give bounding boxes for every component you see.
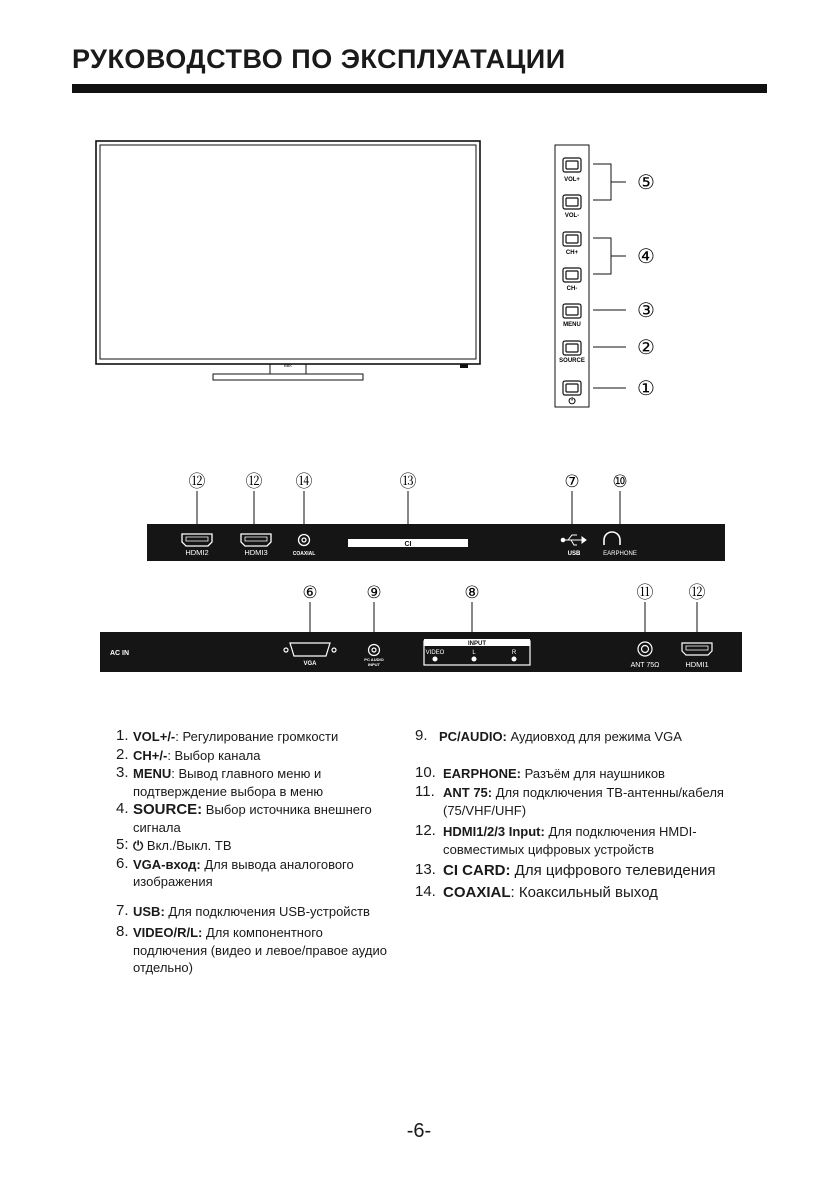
side-label-ch-plus: CH+	[565, 250, 579, 256]
callout-4: ④	[637, 246, 655, 268]
callout-2: ②	[637, 337, 655, 359]
top-connector-panel	[147, 472, 725, 561]
ac-in-label: AC IN	[110, 650, 130, 657]
side-label-vol-minus: VOL-	[564, 213, 580, 219]
legend-left	[116, 728, 406, 977]
callout-12c: ⑫	[688, 583, 706, 602]
side-label-vol-plus: VOL+	[564, 177, 580, 183]
legend-item-1: 1. VOL+/-: Регулирование громкости	[116, 727, 339, 744]
ci-slot-label: CI	[404, 541, 412, 548]
hdmi1-label: HDMI1	[685, 660, 709, 669]
side-label-source: SOURCE	[559, 358, 585, 364]
earphone-label: EARPHONE	[603, 551, 637, 557]
vga-label: VGA	[303, 661, 317, 667]
input-block-label: INPUT	[468, 641, 486, 647]
side-label-menu: MENU	[563, 322, 581, 328]
pc-audio-label-2: INPUT	[368, 662, 380, 667]
callout-10: ⑩	[612, 472, 628, 491]
legend-item-9: 9. PC/AUDIO: Аудиовход для режима VGA	[415, 727, 682, 744]
callout-8: ⑧	[464, 583, 480, 602]
usb-label: USB	[567, 551, 581, 557]
page-number: -6-	[406, 1120, 432, 1142]
callout-6: ⑥	[302, 583, 318, 602]
legend-item-13: 13. CI CARD: Для цифрового телевидения	[415, 861, 716, 879]
hdmi3-label: HDMI3	[244, 548, 268, 557]
legend-item-4: 4. SOURCE: Выбор источника внешнего сигнала	[116, 800, 372, 835]
side-button-panel	[555, 145, 655, 407]
callout-12b: ⑫	[245, 472, 263, 491]
legend-item-7: 7. USB: Для подключения USB-устройств	[116, 901, 370, 919]
callout-11: ⑪	[636, 583, 654, 602]
callout-3: ③	[637, 300, 655, 322]
bottom-connector-panel	[100, 583, 742, 672]
legend-item-14: 14. COAXIAL: Коаксильный выход	[415, 882, 658, 901]
power-icon: ⏻	[133, 838, 144, 853]
legend-item-5: 5: ⏻ Вкл./Выкл. ТВ	[116, 836, 232, 853]
r-label: R	[511, 650, 517, 656]
tv-front-illustration	[96, 141, 480, 380]
callout-5: ⑤	[637, 172, 655, 194]
legend-item-10: 10. EARPHONE: Разъём для наушников	[415, 763, 665, 781]
legend-item-11: 11. ANT 75: Для подключения ТВ-антенны/кабеля (75/VHF/UHF)	[415, 783, 724, 818]
legend-item-2: 2. CH+/-: Выбор канала	[116, 745, 261, 763]
legend-item-3: 3. MENU: Вывод главного меню и подтверждение выбора в меню	[116, 764, 324, 799]
callout-14: ⑭	[295, 472, 313, 491]
ant-label: ANT 75Ω	[630, 662, 660, 669]
legend-right	[415, 728, 750, 901]
coaxial-label: COAXIAL	[292, 551, 316, 557]
l-label: L	[472, 650, 476, 656]
legend-item-8: 8. VIDEO/R/L: Для компонентного подлючения (видео и левое/правое аудио отдельно)	[116, 923, 387, 975]
legend-item-12: 12. HDMI1/2/3 Input: Для подключения HMDI-совместимых цифровых устройств	[415, 822, 697, 857]
callout-7: ⑦	[564, 472, 580, 491]
legend-item-6: 6. VGA-вход: Для вывода аналогового изображения	[116, 854, 354, 889]
side-label-ch-minus: CH-	[566, 286, 578, 292]
hdmi2-label: HDMI2	[185, 548, 209, 557]
callout-12a: ⑫	[188, 472, 206, 491]
callout-1: ①	[637, 378, 655, 400]
callout-13: ⑬	[399, 472, 417, 491]
video-label: VIDEO	[425, 650, 445, 656]
tv-brand: BBK	[283, 363, 293, 368]
callout-9: ⑨	[366, 583, 382, 602]
page-title: РУКОВОДСТВО ПО ЭКСПЛУАТАЦИИ	[72, 44, 566, 74]
pc-audio-label-1: PC AUDIO	[364, 657, 384, 662]
power-icon: ⏻	[568, 396, 576, 406]
